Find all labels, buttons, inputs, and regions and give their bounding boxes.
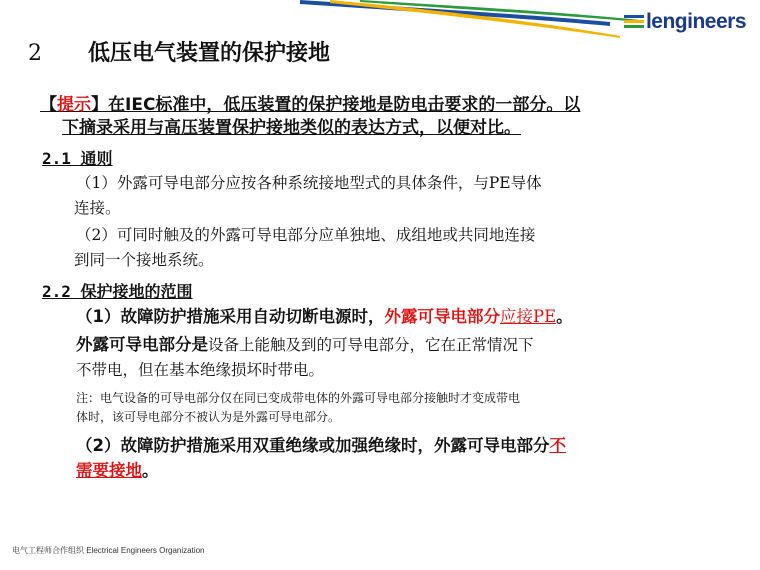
scope-item-1-pe: 应接PE	[499, 307, 557, 326]
slide-content	[40, 94, 730, 483]
scope-item-1	[76, 304, 730, 329]
scope-item-2	[76, 433, 730, 483]
general-item-1	[76, 171, 730, 221]
title-text: 低压电气装置的保护接地	[88, 40, 331, 66]
definition-text-2: 不带电，但在基本绝缘损坏时带电。	[76, 361, 325, 379]
tip-label: 提示	[57, 95, 91, 115]
tip-text-line2: 下摘录采用与高压装置保护接地类似的表达方式，以便对比。	[62, 118, 521, 138]
general-item-1-line2: 连接。	[74, 199, 121, 217]
brand-logo	[624, 10, 746, 34]
tip-paragraph	[40, 94, 730, 140]
definition-paragraph	[76, 332, 730, 383]
footer-text: 电气工程师合作组织 Electrical Engineers Organization	[12, 546, 205, 555]
definition-term: 外露可导电部分是	[76, 335, 208, 354]
logo-text: lengineers	[645, 10, 746, 33]
general-item-2-line1: （2）可同时触及的外露可导电部分应单独地、成组地或共同地连接	[76, 226, 536, 244]
definition-text-1: 设备上能触及到的可导电部分，它在正常情况下	[208, 336, 534, 354]
tip-text-line1: 在IEC标准中，低压装置的保护接地是防电击要求的一部分。以	[108, 95, 581, 115]
general-item-2-line2: 到同一个接地系统。	[74, 251, 214, 269]
scope-item-1-highlight: 外露可导电部分	[384, 307, 500, 326]
section-heading-scope: 2.2 保护接地的范围	[42, 282, 193, 301]
tip-bracket-close: 】	[91, 95, 108, 115]
note-paragraph	[76, 389, 730, 427]
slide-title	[28, 36, 330, 67]
tip-line1	[40, 95, 580, 115]
tip-bracket-open: 【	[40, 95, 57, 115]
scope-item-1-text: （1）故障防护措施采用自动切断电源时，	[76, 307, 385, 326]
title-number: 2	[28, 41, 42, 66]
scope-item-2-highlight-a: 不	[549, 436, 566, 455]
general-item-2	[76, 223, 730, 273]
scope-item-1-end: 。	[556, 307, 573, 326]
note-line2: 体时，该可导电部分不被认为是外露可导电部分。	[76, 410, 341, 424]
logo-mark-icon	[624, 12, 644, 32]
note-line1: 注：电气设备的可导电部分仅在同已变成带电体的外露可导电部分接触时才变成带电	[76, 391, 521, 405]
scope-item-2-end: 。	[142, 461, 159, 480]
section-heading-general: 2.1 通则	[42, 149, 113, 168]
general-item-1-line1: （1）外露可导电部分应按各种系统接地型式的具体条件，与PE导体	[76, 174, 542, 192]
scope-item-2-text: （2）故障防护措施采用双重绝缘或加强绝缘时，外露可导电部分	[76, 436, 550, 455]
scope-item-2-highlight-b: 需要接地	[76, 461, 142, 480]
